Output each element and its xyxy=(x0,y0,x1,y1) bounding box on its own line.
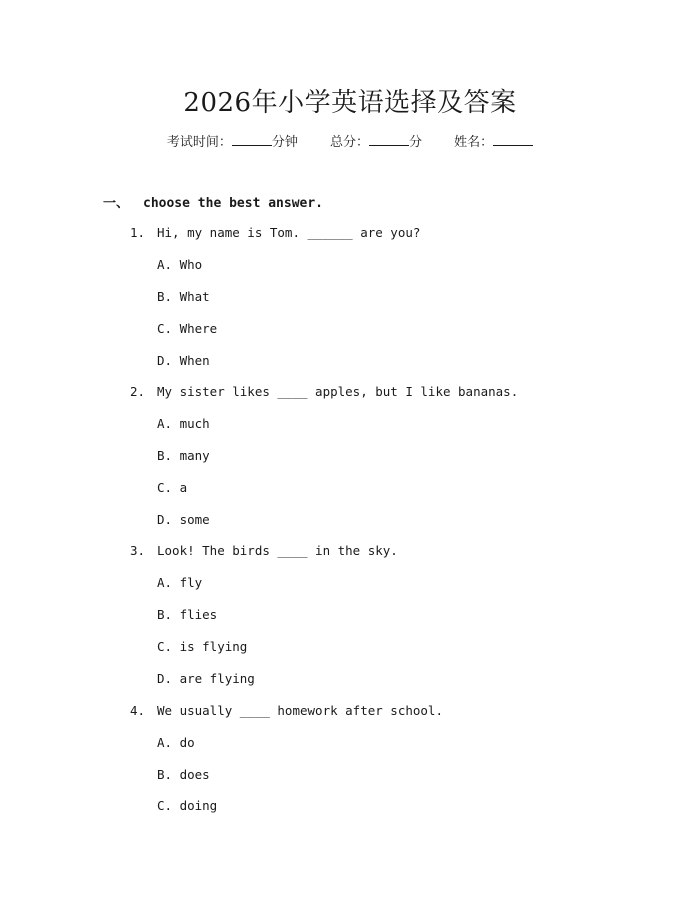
question xyxy=(130,225,420,240)
question-text: Look! The birds ____ in the sky. xyxy=(157,543,398,558)
score-label: 总分： xyxy=(329,135,369,150)
question-number: 1. xyxy=(130,225,146,240)
option: C. is flying xyxy=(157,639,248,654)
option: C. doing xyxy=(157,798,218,813)
exam-name xyxy=(454,131,533,150)
option: A. fly xyxy=(157,575,203,590)
time-unit: 分钟 xyxy=(271,135,298,150)
option: B. does xyxy=(157,767,210,782)
option: B. many xyxy=(157,448,210,463)
section-number: 一、 xyxy=(103,196,130,211)
question-number: 4. xyxy=(130,703,146,718)
question-text: My sister likes ____ apples, but I like bananas. xyxy=(157,384,519,399)
option: D. some xyxy=(157,512,210,527)
exam-time xyxy=(167,131,298,150)
time-blank xyxy=(232,133,272,146)
option: B. flies xyxy=(157,607,218,622)
question-text: We usually ____ homework after school. xyxy=(157,703,443,718)
exam-score xyxy=(330,131,422,150)
option: C. Where xyxy=(157,321,218,336)
option: A. do xyxy=(157,735,195,750)
question-number: 2. xyxy=(130,384,146,399)
question-text: Hi, my name is Tom. ______ are you? xyxy=(157,225,421,240)
question xyxy=(130,543,398,558)
question-number: 3. xyxy=(130,543,146,558)
page-title: 2026年小学英语选择及答案 xyxy=(183,88,517,118)
section-header xyxy=(103,192,323,211)
question xyxy=(130,384,518,399)
option: D. When xyxy=(157,353,210,368)
option: B. What xyxy=(157,289,210,304)
score-unit: 分 xyxy=(409,135,423,150)
question xyxy=(130,703,443,718)
exam-meta xyxy=(0,131,700,150)
time-label: 考试时间： xyxy=(166,135,232,150)
option: A. much xyxy=(157,416,210,431)
option: D. are flying xyxy=(157,671,255,686)
section-heading: choose the best answer. xyxy=(143,196,324,211)
option: C. a xyxy=(157,480,188,495)
score-blank xyxy=(369,133,409,146)
name-label: 姓名： xyxy=(454,135,494,150)
option: A. Who xyxy=(157,257,203,272)
name-blank xyxy=(493,133,533,146)
